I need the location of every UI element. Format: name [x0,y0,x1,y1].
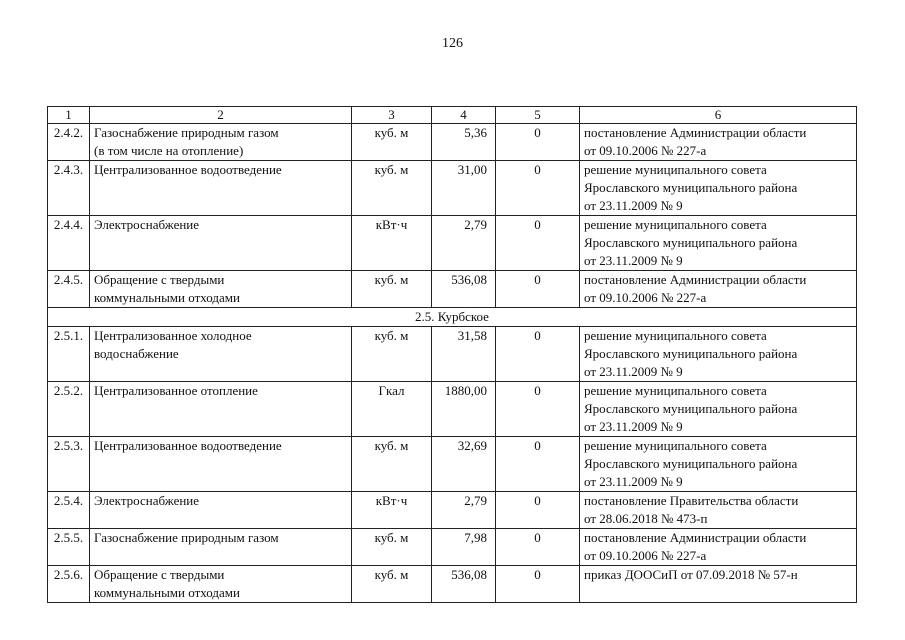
legal-basis [580,271,857,308]
unit-cell: куб. м [352,566,432,603]
service-name-line: Электроснабжение [94,217,200,232]
service-name [90,216,352,271]
service-name-line: Централизованное отопление [94,383,258,398]
service-name-line: водоснабжение [94,346,179,361]
unit-cell: кВт·ч [352,492,432,529]
legal-basis-line: Ярославского муниципального района [584,180,798,195]
row-number: 2.5.3. [48,437,90,492]
service-name [90,566,352,603]
page-number: 126 [442,36,463,51]
legal-basis-line: от 09.10.2006 № 227-а [584,290,707,305]
legal-basis-line: постановление Администрации области [584,272,807,287]
table-row [48,161,857,216]
service-name [90,529,352,566]
row-number: 2.4.5. [48,271,90,308]
row-number: 2.5.5. [48,529,90,566]
column-5-cell: 0 [496,437,580,492]
table-row [48,529,857,566]
service-name [90,271,352,308]
section-title: 2.5. Курбское [48,308,857,327]
service-name-line: Централизованное холодное [94,328,252,343]
table-row [48,327,857,382]
service-name [90,437,352,492]
legal-basis-line: от 09.10.2006 № 227-а [584,143,707,158]
legal-basis-line: от 09.10.2006 № 227-а [584,548,707,563]
legal-basis-line: Ярославского муниципального района [584,346,798,361]
legal-basis-line: Ярославского муниципального района [584,235,798,250]
unit-cell: куб. м [352,529,432,566]
tariff-table [47,106,857,603]
service-name-line: Электроснабжение [94,493,200,508]
row-number: 2.5.2. [48,382,90,437]
service-name [90,382,352,437]
table-header-row [48,107,857,124]
column-header: 5 [496,107,580,124]
value-cell: 32,69 [432,437,496,492]
column-header: 3 [352,107,432,124]
legal-basis-line: решение муниципального совета [584,217,767,232]
service-name [90,161,352,216]
column-header: 1 [48,107,90,124]
legal-basis-line: от 23.11.2009 № 9 [584,198,683,213]
column-5-cell: 0 [496,382,580,437]
value-cell: 536,08 [432,566,496,603]
table-row [48,124,857,161]
legal-basis [580,327,857,382]
unit-cell: кВт·ч [352,216,432,271]
row-number: 2.5.6. [48,566,90,603]
column-5-cell: 0 [496,492,580,529]
unit-cell: куб. м [352,437,432,492]
column-5-cell: 0 [496,529,580,566]
service-name-line: (в том числе на отопление) [94,143,244,158]
service-name-line: Обращение с твердыми [94,567,225,582]
unit-cell: куб. м [352,124,432,161]
table-row [48,271,857,308]
column-header: 4 [432,107,496,124]
legal-basis-line: постановление Правительства области [584,493,799,508]
column-5-cell: 0 [496,161,580,216]
table-row [48,382,857,437]
legal-basis-line: от 28.06.2018 № 473-п [584,511,708,526]
legal-basis-line: от 23.11.2009 № 9 [584,474,683,489]
legal-basis-line: решение муниципального совета [584,162,767,177]
legal-basis-line: Ярославского муниципального района [584,456,798,471]
value-cell: 536,08 [432,271,496,308]
table-body [48,107,857,603]
service-name-line: коммунальными отходами [94,585,240,600]
section-row [48,308,857,327]
legal-basis [580,437,857,492]
legal-basis-line: Ярославского муниципального района [584,401,798,416]
value-cell: 1880,00 [432,382,496,437]
service-name [90,124,352,161]
value-cell: 2,79 [432,216,496,271]
row-number: 2.5.1. [48,327,90,382]
table-row [48,566,857,603]
service-name-line: Газоснабжение природным газом [94,125,279,140]
value-cell: 7,98 [432,529,496,566]
legal-basis [580,124,857,161]
service-name-line: Централизованное водоотведение [94,162,282,177]
row-number: 2.4.3. [48,161,90,216]
service-name-line: Централизованное водоотведение [94,438,282,453]
unit-cell: Гкал [352,382,432,437]
legal-basis-line: постановление Администрации области [584,530,807,545]
legal-basis [580,161,857,216]
legal-basis [580,216,857,271]
value-cell: 2,79 [432,492,496,529]
legal-basis-line: решение муниципального совета [584,438,767,453]
table-row [48,216,857,271]
value-cell: 31,00 [432,161,496,216]
value-cell: 5,36 [432,124,496,161]
legal-basis-line: от 23.11.2009 № 9 [584,364,683,379]
value-cell: 31,58 [432,327,496,382]
legal-basis-line: приказ ДООСиП от 07.09.2018 № 57-н [584,567,798,582]
legal-basis [580,382,857,437]
table-row [48,492,857,529]
legal-basis-line: от 23.11.2009 № 9 [584,253,683,268]
legal-basis-line: от 23.11.2009 № 9 [584,419,683,434]
service-name-line: Обращение с твердыми [94,272,225,287]
legal-basis [580,492,857,529]
legal-basis-line: постановление Администрации области [584,125,807,140]
row-number: 2.5.4. [48,492,90,529]
column-5-cell: 0 [496,327,580,382]
legal-basis [580,529,857,566]
legal-basis [580,566,857,603]
service-name [90,327,352,382]
row-number: 2.4.2. [48,124,90,161]
legal-basis-line: решение муниципального совета [584,328,767,343]
table-row [48,437,857,492]
column-5-cell: 0 [496,216,580,271]
legal-basis-line: решение муниципального совета [584,383,767,398]
column-header: 2 [90,107,352,124]
column-5-cell: 0 [496,271,580,308]
row-number: 2.4.4. [48,216,90,271]
column-5-cell: 0 [496,124,580,161]
column-5-cell: 0 [496,566,580,603]
unit-cell: куб. м [352,161,432,216]
service-name-line: коммунальными отходами [94,290,240,305]
unit-cell: куб. м [352,327,432,382]
service-name [90,492,352,529]
service-name-line: Газоснабжение природным газом [94,530,279,545]
unit-cell: куб. м [352,271,432,308]
column-header: 6 [580,107,857,124]
